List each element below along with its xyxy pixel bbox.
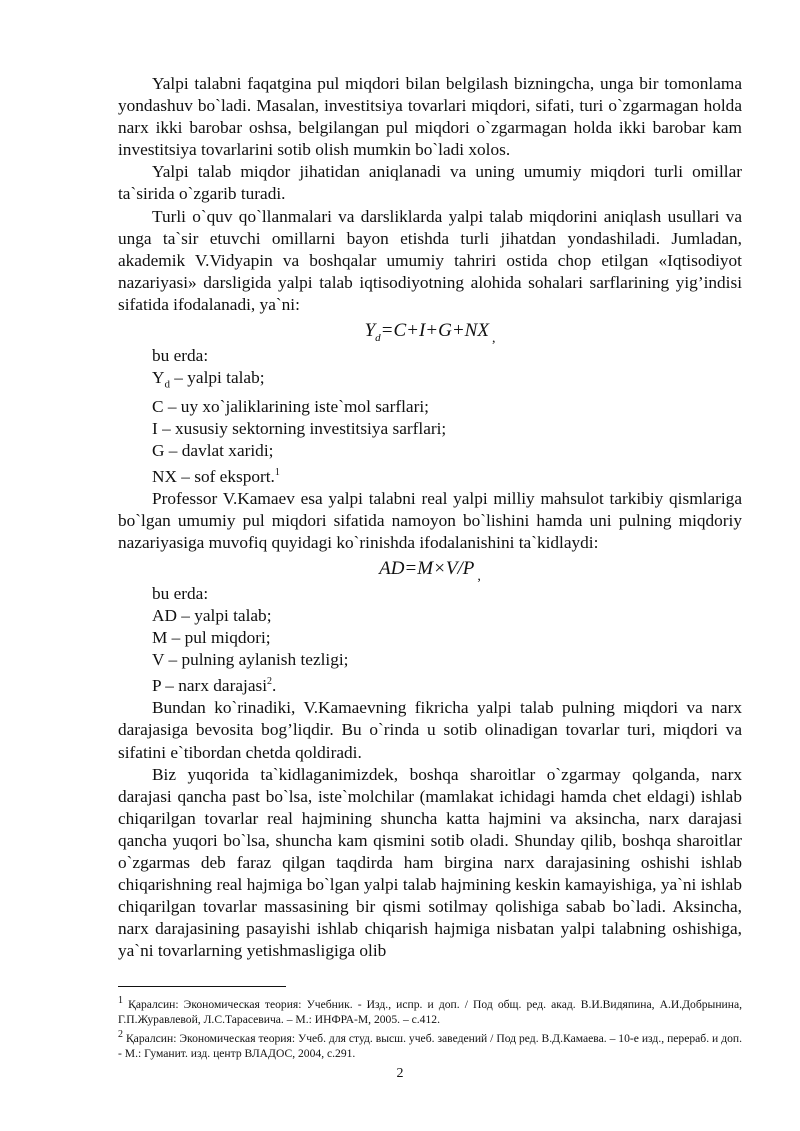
paragraph: Biz yuqorida ta`kidlaganimizdek, boshqa sharoitlar o`zgarmay qolganda, narx darajasi qancha past bo`lsa, iste`molchilar (mamlakat ichidagi hamda chet eldagi) ishlab chiqarilgan tovarlar real hajmining shuncha katta hajmini va aksincha, narx darajasi qancha yuqori bo`lsa, shuncha kam qismini sotib oladi. Shunday qilib, boshqa sharoitlar o`zgarmas deb faraz qilgan taqdirda ham birgina narx darajasining oshishi ishlab chiqarishning real hajmiga bo`lgan yalpi talab hajmining keskin kamayishiga, ya`ni ishlab chiqarilgan tovarlar massasining bir qismi sotilmay qolishiga sabab bo`ladi. Aksincha, narx darajasining pasayishi ishlab chiqarish hajmiga nisbatan yalpi talabning oshishiga, ya`ni tovarlarning yetishmasligiga olib [118,764,742,961]
page-number: 2 [396,1066,404,1081]
footnote-ref[interactable]: 2 [267,676,273,688]
footnote: $^2$ Қаралсин: Экономическая теория: Учеб. для студ. высш. учеб. заведений / Под ред. В.Д.Камаева. – 10-е изд., перераб. и доп. - М.: Гуманит. изд. центр ВЛАДОС, 2004, с.291. [118,1029,742,1061]
legend-item: P – narx darajasi$^2$. [152,676,277,696]
footnote-ref[interactable]: 1 [274,466,280,478]
legend-item: I – xususiy sektorning investitsiya sarflari; [152,418,447,438]
footnote-divider [118,986,286,987]
paragraph: Turli o`quv qo`llanmalari va darsliklarda yalpi talab miqdorini aniqlash usullari va unga ta`sir etuvchi omillarni bayon etishda turli jihatdan yondashiladi. Jumladan, akademik V.Vidyapin va boshqalar umumiy tahriri ostida chop etilgan «Iqtisodiyot nazariyasi» darsligida yalpi talab iqtisodiyotning alohida sohalari sarflarining yig’indisi sifatida ifodalanadi, ya`ni: [118,206,742,314]
paragraph: Bundan ko`rinadiki, V.Kamaevning fikricha yalpi talab pulning miqdori va narx darajasiga bevosita bog’liqdir. Bu o`rinda u sotib olinadigan tovarlar turi, miqdori va sifatini e`tibordan chetda qoldiradi. [118,698,742,762]
legend-item: V – pulning aylanish tezligi; [152,650,349,670]
paragraph: Yalpi talabni faqatgina pul miqdori bilan belgilash bizningcha, unga bir tomonlama yondashuv bo`ladi. Masalan, investitsiya tovarlari miqdori, sifati, turi o`zgarmagan holda narx ikki barobar oshsa, belgilangan pul miqdori o`zgarmagan holda ikki barobar kam investitsiya tovarlarini sotib olish mumkin bo`ladi xolos. [118,74,742,160]
footnotes [118,993,742,1062]
legend-item: NX – sof eksport.$^1$ [152,466,280,486]
paragraph: Yalpi talab miqdor jihatidan aniqlanadi va uning umumiy miqdori turli omillar ta`sirida o`zgarib turadi. [118,162,742,204]
legend-item: M – pul miqdori; [152,628,271,648]
legend-item: AD – yalpi talab; [152,606,272,626]
legend-item: G – davlat xaridi; [152,440,274,460]
legend-intro: bu erda: [152,346,209,366]
paragraph: Professor V.Kamaev esa yalpi talabni real yalpi milliy mahsulot tarkibiy qismlariga bo`lgan umumiy pul miqdori sifatida namoyon bo`lishini hamda uni pulning miqdoriy nazariyasiga muvofiq quyidagi ko`rinishda ifodalanishini ta`kidlaydi: [118,488,742,552]
legend-item: $Y_d$ – yalpi talab; [152,368,265,391]
legend-item: C – uy xo`jaliklarining iste`mol sarflari; [152,396,429,416]
footnote: $^1$ Қаралсин: Экономическая теория: Учебник. - Изд., испр. и доп. / Под общ. ред. акад. В.И.Видяпина, А.И.Добрынина, Г.П.Журавлевой, Л.С.Тарасевича. – М.: ИНФРА-М, 2005. – с.412. [118,995,742,1027]
legend-intro: bu erda: [152,584,209,604]
formula-quantity-theory: AD=M×V/P $_,$ [379,558,481,585]
main-text [118,73,742,962]
formula-aggregate-demand-components: $Y_d=C+I+G+NX$ $_,$ [364,320,496,347]
